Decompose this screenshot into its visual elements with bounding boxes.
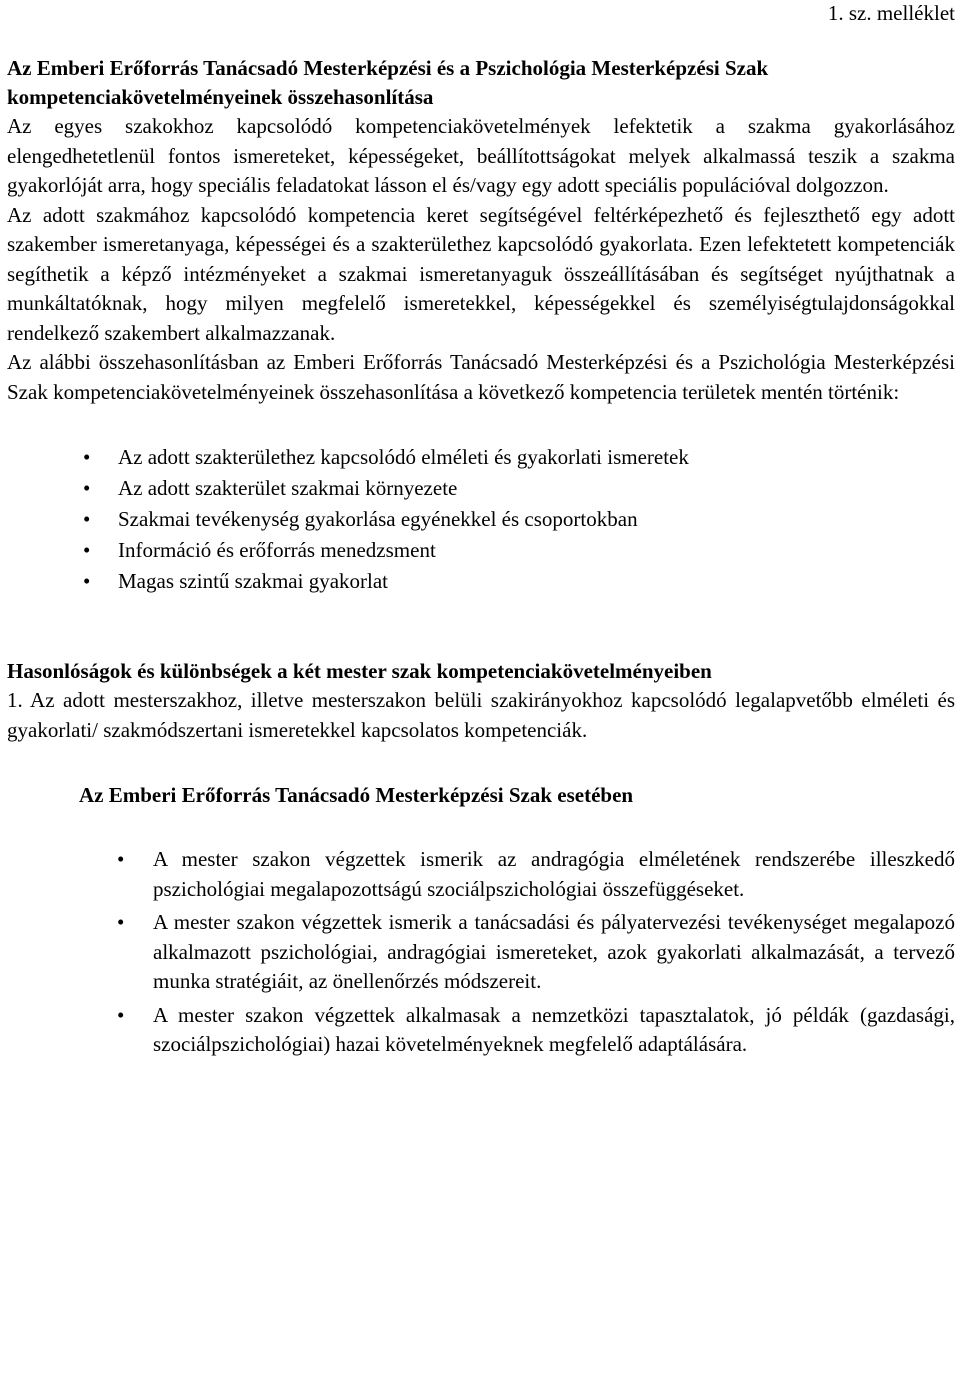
list-item-text: Az adott szakterülethez kapcsolódó elméleti és gyakorlati ismeretek bbox=[118, 445, 689, 469]
list-item-text: A mester szakon végzettek ismerik az andragógia elméletének rendszerébe illeszkedő pszichológiai megalapozottságú szociálpszichológiai összefüggéseket. bbox=[153, 847, 955, 901]
list-item bbox=[7, 1001, 955, 1060]
annex-label: 1. sz. melléklet bbox=[827, 1, 955, 25]
subsection-heading: Az Emberi Erőforrás Tanácsadó Mesterképzési Szak esetében bbox=[79, 783, 634, 807]
bullet-icon: • bbox=[83, 507, 91, 531]
section-paragraph: 1. Az adott mesterszakhoz, illetve mesterszakon belüli szakirányokhoz kapcsolódó legalapvetőbb elméleti és gyakorlati/ szakmódszertani ismeretekkel kapcsolatos kompetenciák. bbox=[7, 688, 955, 742]
bullet-icon: • bbox=[83, 476, 91, 500]
list-item bbox=[7, 845, 955, 904]
list-item-text: Magas szintű szakmai gyakorlat bbox=[118, 569, 389, 593]
list-item bbox=[7, 908, 955, 997]
competence-area-list bbox=[7, 442, 955, 597]
bullet-icon: • bbox=[117, 1002, 125, 1027]
subsection-list bbox=[7, 845, 955, 1060]
list-item bbox=[7, 504, 955, 535]
comparison-intro-paragraph: Az alábbi összehasonlításban az Emberi Erőforrás Tanácsadó Mesterképzési és a Pszichológia Mesterképzési Szak kompetenciakövetelményeinek összehasonlítása a következő kompetencia területek mentén történik: bbox=[7, 350, 955, 404]
list-item-text: A mester szakon végzettek ismerik a tanácsadási és pályatervezési tevékenységet megalapozó alkalmazott pszichológiai, andragógiai ismereteket, azok gyakorlati alkalmazását, a tervező munka stratégiáit, az önellenőrzés módszereit. bbox=[153, 910, 955, 993]
bullet-icon: • bbox=[83, 445, 91, 469]
bullet-icon: • bbox=[117, 847, 125, 871]
list-item-text: Információ és erőforrás menedzsment bbox=[118, 538, 436, 562]
list-item-text: Az adott szakterület szakmai környezete bbox=[118, 476, 458, 500]
bullet-icon: • bbox=[117, 910, 125, 934]
list-item bbox=[7, 566, 955, 597]
document-title: Az Emberi Erőforrás Tanácsadó Mesterképzési és a Pszichológia Mesterképzési Szak kompetenciakövetelményeinek összehasonlítása bbox=[7, 56, 769, 109]
list-item bbox=[7, 535, 955, 566]
bullet-icon: • bbox=[83, 538, 91, 562]
document-page bbox=[7, 0, 955, 1064]
list-item bbox=[7, 473, 955, 504]
bullet-icon: • bbox=[83, 569, 91, 593]
list-item-text: Szakmai tevékenység gyakorlása egyénekkel és csoportokban bbox=[118, 507, 638, 531]
section-heading: Hasonlóságok és különbségek a két mester szak kompetenciakövetelményeiben bbox=[7, 659, 712, 683]
list-item-text: A mester szakon végzettek alkalmasak a nemzetközi tapasztalatok, jó példák (gazdasági, szociálpszichológiai) hazai követelményeknek megfelelő adaptálására. bbox=[153, 1002, 955, 1056]
competence-framework-paragraph: Az adott szakmához kapcsolódó kompetencia keret segítségével feltérképezhető és fejleszthető egy adott szakember ismeretanyaga, képességei és a szakterülethez kapcsolódó gyakorlata. Ezen lefektetett kompetenciák segíthetik a képző intézményeket a szakmai ismeretanyaguk összeállításában és segítséget nyújthatnak a munkáltatóknak, hogy milyen megfelelő ismeretekkel, képességekkel és személyiségtulajdonságokkal rendelkező szakembert alkalmazzanak. bbox=[7, 202, 955, 345]
list-item bbox=[7, 442, 955, 473]
intro-paragraph: Az egyes szakokhoz kapcsolódó kompetenciakövetelmények lefektetik a szakma gyakorlásához elengedhetetlenül fontos ismereteket, képességeket, beállítottságokat melyek alkalmassá teszik a szakma gyakorlóját arra, hogy speciális feladatokat lásson el és/vagy egy adott speciális populációval dolgozzon. bbox=[7, 114, 955, 197]
